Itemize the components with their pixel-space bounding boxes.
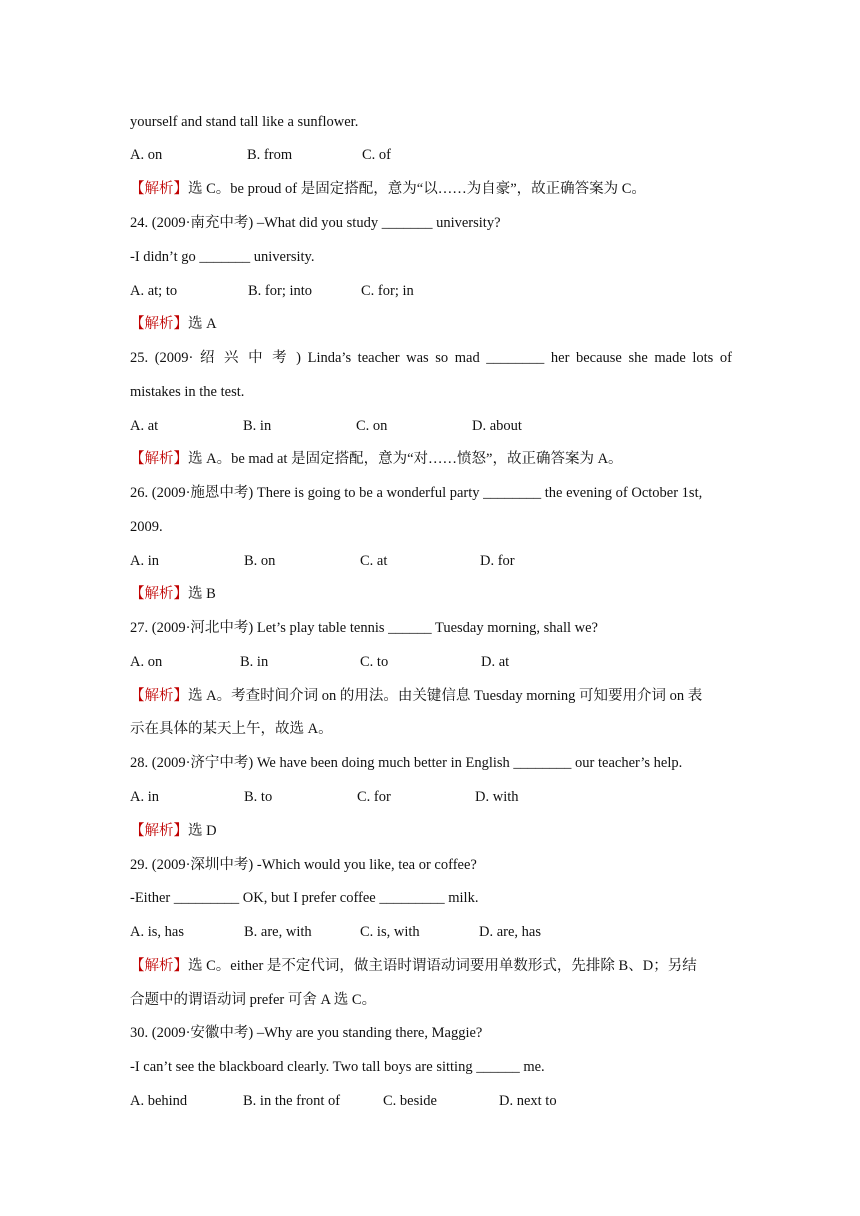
option-d: D. for [480,553,515,569]
option-c: C. on [356,418,388,434]
option-b: B. for; into [248,283,313,299]
option-d: D. at [481,654,510,670]
option-b: B. to [244,789,273,805]
analysis-text-line: 示在具体的某天上午，故选 A。 [130,721,333,737]
analysis-text-line: 合题中的谓语动词 prefer 可舍 A 选 C。 [130,992,377,1008]
analysis-text: 选 B [188,586,216,602]
question-30: 30. (2009·安徽中考) –Why are you standing there, Maggie? [130,1025,483,1041]
option-c: C. beside [383,1093,437,1109]
option-d: D. about [472,418,522,434]
option-d: D. with [475,789,519,805]
question-text-line: -Either _________ OK, but I prefer coffee _________ milk. [130,890,479,906]
option-c: C. for; in [361,283,414,299]
option-b: B. from [247,147,293,163]
option-a: A. in [130,789,159,805]
analysis-line [130,956,697,976]
analysis-text: 选 A。考查时间介词 on 的用法。由关键信息 Tuesday morning 可知要用介词 on 表 [188,688,703,704]
option-c: C. at [360,553,388,569]
option-b: B. in [243,418,272,434]
option-a: A. behind [130,1093,188,1109]
option-b: B. are, with [244,924,312,940]
option-d: D. next to [499,1093,557,1109]
option-b: B. on [244,553,276,569]
question-text-line: yourself and stand tall like a sunflower. [130,114,359,130]
question-text-line: 2009. [130,519,163,535]
analysis-tag: 【解析】 [130,958,188,974]
option-a: A. on [130,147,163,163]
analysis-line [130,821,217,841]
question-25: 25. (2009· 绍 兴 中 考 ) Linda’s teacher was so mad ________ her because she made lots of [130,350,732,366]
analysis-text: 选 D [188,823,217,839]
option-a: A. at; to [130,283,178,299]
option-b: B. in the front of [243,1093,341,1109]
option-c: C. to [360,654,389,670]
option-c: C. of [362,147,391,163]
question-24: 24. (2009·南充中考) –What did you study _______ university? [130,215,501,231]
question-29: 29. (2009·深圳中考) -Which would you like, tea or coffee? [130,857,477,873]
option-b: B. in [240,654,269,670]
question-text-line: -I didn’t go _______ university. [130,249,315,265]
analysis-tag: 【解析】 [130,181,188,197]
analysis-text: 选 A [188,316,217,332]
analysis-text: 选 C。be proud of 是固定搭配，意为“以……为自豪”，故正确答案为 C。 [188,181,646,197]
option-d: D. are, has [479,924,542,940]
analysis-text: 选 A。be mad at 是固定搭配，意为“对……愤怒”，故正确答案为 A。 [188,451,623,467]
option-c: C. for [357,789,391,805]
question-26: 26. (2009·施恩中考) There is going to be a wonderful party ________ the evening of October 1st, [130,485,703,501]
option-c: C. is, with [360,924,420,940]
question-28: 28. (2009·济宁中考) We have been doing much better in English ________ our teacher’s help. [130,755,683,771]
analysis-line [130,686,702,706]
option-a: A. at [130,418,159,434]
question-27: 27. (2009·河北中考) Let’s play table tennis ______ Tuesday morning, shall we? [130,620,598,636]
analysis-tag: 【解析】 [130,316,188,332]
question-text-line: mistakes in the test. [130,384,245,400]
analysis-line [130,314,217,334]
analysis-text: 选 C。either 是不定代词，做主语时谓语动词要用单数形式，先排除 B、D；另结 [188,958,697,974]
question-text-line: -I can’t see the blackboard clearly. Two tall boys are sitting ______ me. [130,1059,545,1075]
analysis-tag: 【解析】 [130,586,188,602]
option-a: A. in [130,553,159,569]
option-a: A. on [130,654,163,670]
option-a: A. is, has [130,924,184,940]
analysis-line [130,449,623,469]
analysis-tag: 【解析】 [130,688,188,704]
analysis-line [130,584,216,604]
analysis-tag: 【解析】 [130,823,188,839]
analysis-tag: 【解析】 [130,451,188,467]
analysis-line [130,179,646,199]
